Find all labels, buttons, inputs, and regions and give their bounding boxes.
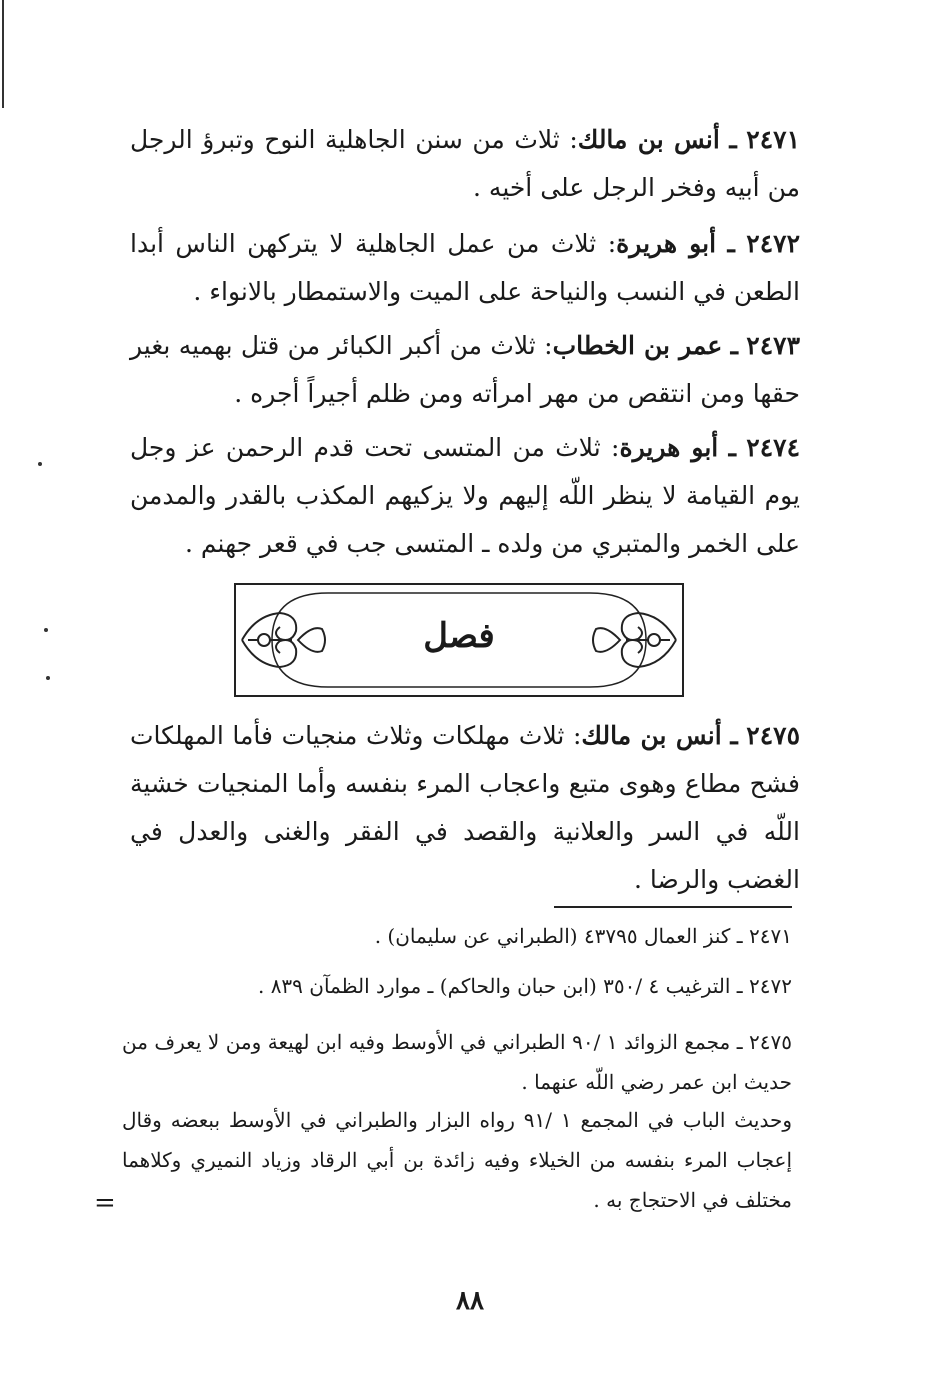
entry-author: أنس بن مالك (577, 125, 720, 154)
entry-text: ثلاث من سنن الجاهلية النوح وتبرؤ الرجل من أبيه وفخر الرجل على أخيه . (130, 125, 800, 202)
section-title: فصل (423, 616, 495, 656)
entry-number: ٢٤٧١ (746, 125, 801, 154)
footnote-continuation: وحديث الباب في المجمع ١ /٩١ رواه البزار والطبراني في الأوسط ببعضه وقال إعجاب المرء بنفسه من الخيلاء وفيه زائدة بن أبي الرقاد وزياد النميري وكلاهما مختلف في الاحتجاج به . (122, 1108, 792, 1212)
entry-colon: : (572, 721, 582, 750)
footnote-2472: ٢٤٧٢ ـ الترغيب ٤ /٣٥٠ (ابن حبان والحاكم) ـ موارد الظمآن ٨٣٩ . (257, 974, 792, 998)
entry-colon: : (607, 229, 617, 258)
scan-speck (46, 676, 50, 680)
entry-text: ثلاث من أكبر الكبائر من قتل بهميه بغير حقها ومن انتقص من مهر امرأته ومن ظلم أجيراً أجره . (130, 331, 800, 408)
entry-number: ٢٤٧٣ (746, 331, 801, 360)
entry-text: ثلاث من عمل الجاهلية لا يتركهن الناس أبدا الطعن في النسب والنياحة على الميت والاستمطار بالانواء . (130, 229, 800, 306)
entry-author: عمر بن الخطاب (552, 331, 723, 360)
entry-colon: : (569, 125, 578, 154)
entry-colon: : (544, 331, 553, 360)
entry-dash: ـ (729, 125, 737, 154)
hadith-entry-2471 (130, 116, 800, 212)
footnote-2475: ٢٤٧٥ ـ مجمع الزوائد ١ /٩٠ الطبراني في الأوسط وفيه ابن لهيعة ومن لا يعرف من حديث ابن عمر رضي اللّه عنهما . (122, 1030, 792, 1094)
continuation-mark: = (94, 1188, 116, 1218)
entry-author: أنس بن مالك (581, 721, 722, 750)
binding-edge-line (2, 0, 4, 108)
footnote-separator (554, 906, 792, 908)
footnote-2471: ٢٤٧١ ـ كنز العمال ٤٣٧٩٥ (الطبراني عن سليمان) . (374, 924, 792, 948)
scan-speck (44, 628, 48, 632)
scan-speck (38, 462, 42, 466)
entry-dash: ـ (727, 229, 735, 258)
entry-author: أبو هريرة (619, 433, 719, 462)
entry-dash: ـ (730, 331, 738, 360)
entry-text: ثلاث من المتسى تحت قدم الرحمن عز وجل يوم القيامة لا ينظر اللّه إليهم ولا يزكيهم المكذب بالقدر والمدمن على الخمر والمتبري من ولده ـ المتسى جب في قعر جهنم . (130, 433, 800, 558)
entry-number: ٢٤٧٥ (746, 721, 800, 750)
entry-text: ثلاث مهلكات وثلاث منجيات فأما المهلكات فشح مطاع وهوى متبع واعجاب المرء بنفسه وأما المنجيات خشية اللّه في السر والعلانية والقصد في الفقر والغنى والعدل في الغضب والرضا . (130, 721, 800, 894)
hadith-entry-2474 (130, 424, 800, 568)
entry-dash: ـ (728, 433, 736, 462)
hadith-entry-2475 (130, 712, 800, 904)
hadith-entry-2473 (130, 322, 800, 418)
entry-author: أبو هريرة (616, 229, 717, 258)
entry-number: ٢٤٧٤ (746, 433, 800, 462)
section-heading-frame (234, 583, 684, 697)
page-number: ٨٨ (456, 1286, 484, 1316)
hadith-entry-2472 (130, 220, 800, 316)
entry-dash: ـ (730, 721, 738, 750)
entry-colon: : (611, 433, 620, 462)
entry-number: ٢٤٧٢ (746, 229, 801, 258)
